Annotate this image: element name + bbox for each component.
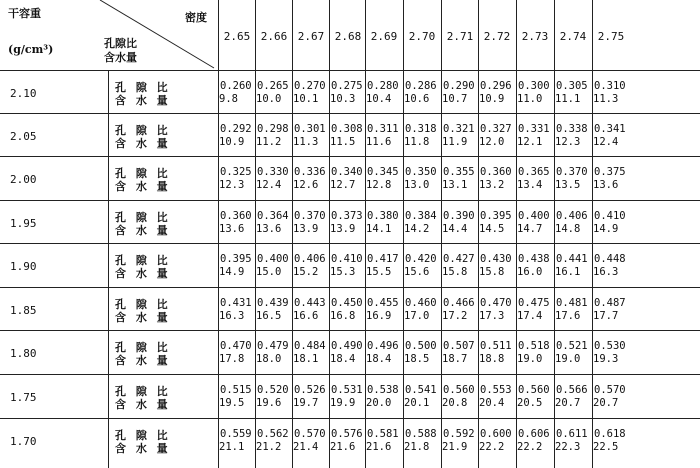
column-divider (108, 70, 109, 468)
water-content-value: 21.1 (219, 441, 245, 453)
water-content-value: 20.7 (555, 397, 581, 409)
void-ratio-value: 0.531 (331, 384, 363, 396)
header-void-ratio-label: 孔隙比 (104, 37, 137, 50)
water-content-value: 17.7 (593, 310, 619, 322)
row-divider (0, 200, 700, 201)
water-content-value: 9.8 (219, 93, 238, 105)
void-ratio-value: 0.466 (443, 297, 475, 309)
void-ratio-label: 孔 隙 比 (115, 124, 171, 137)
void-ratio-value: 0.427 (443, 253, 475, 265)
dry-density-value: 1.70 (10, 435, 37, 448)
water-content-value: 19.3 (593, 353, 619, 365)
water-content-value: 10.0 (256, 93, 282, 105)
void-ratio-value: 0.559 (220, 428, 252, 440)
header-water-content-label: 含水量 (104, 51, 137, 64)
void-ratio-value: 0.345 (367, 166, 399, 178)
water-content-value: 18.4 (330, 353, 356, 365)
void-ratio-value: 0.336 (294, 166, 326, 178)
water-content-value: 21.6 (330, 441, 356, 453)
water-content-value: 11.0 (517, 93, 543, 105)
density-header: 2.71 (446, 30, 474, 43)
void-ratio-value: 0.360 (220, 210, 252, 222)
void-ratio-value: 0.439 (257, 297, 289, 309)
row-divider (0, 243, 700, 244)
water-content-label: 含 水 量 (115, 224, 171, 237)
void-ratio-label: 孔 隙 比 (115, 211, 171, 224)
void-ratio-label: 孔 隙 比 (115, 298, 171, 311)
row-divider (0, 330, 700, 331)
water-content-value: 10.7 (442, 93, 468, 105)
void-ratio-value: 0.311 (367, 123, 399, 135)
void-ratio-value: 0.301 (294, 123, 326, 135)
water-content-value: 11.2 (256, 136, 282, 148)
void-ratio-value: 0.305 (556, 80, 588, 92)
void-ratio-value: 0.410 (331, 253, 363, 265)
water-content-value: 15.8 (479, 266, 505, 278)
water-content-value: 14.7 (517, 223, 543, 235)
void-ratio-value: 0.560 (443, 384, 475, 396)
water-content-label: 含 水 量 (115, 94, 171, 107)
void-ratio-value: 0.338 (556, 123, 588, 135)
water-content-value: 12.0 (479, 136, 505, 148)
dry-density-unit: (g/cm³) (8, 43, 54, 56)
void-ratio-value: 0.300 (518, 80, 550, 92)
water-content-value: 19.7 (293, 397, 319, 409)
void-ratio-value: 0.441 (556, 253, 588, 265)
void-ratio-value: 0.275 (331, 80, 363, 92)
void-ratio-value: 0.487 (594, 297, 626, 309)
void-ratio-value: 0.484 (294, 340, 326, 352)
water-content-value: 15.6 (404, 266, 430, 278)
void-ratio-value: 0.500 (405, 340, 437, 352)
water-content-value: 14.4 (442, 223, 468, 235)
water-content-value: 14.2 (404, 223, 430, 235)
water-content-value: 12.7 (330, 179, 356, 191)
water-content-value: 14.9 (219, 266, 245, 278)
water-content-value: 20.5 (517, 397, 543, 409)
void-ratio-value: 0.290 (443, 80, 475, 92)
water-content-value: 13.9 (293, 223, 319, 235)
row-divider (0, 287, 700, 288)
water-content-value: 10.3 (330, 93, 356, 105)
water-content-value: 13.6 (219, 223, 245, 235)
void-ratio-label: 孔 隙 比 (115, 341, 171, 354)
water-content-value: 21.2 (256, 441, 282, 453)
water-content-value: 16.9 (366, 310, 392, 322)
row-divider (0, 70, 700, 71)
void-ratio-value: 0.581 (367, 428, 399, 440)
density-header: 2.67 (297, 30, 325, 43)
dry-density-value: 2.05 (10, 130, 37, 143)
water-content-value: 20.4 (479, 397, 505, 409)
void-ratio-value: 0.375 (594, 166, 626, 178)
void-ratio-value: 0.560 (518, 384, 550, 396)
void-ratio-value: 0.370 (556, 166, 588, 178)
water-content-value: 14.8 (555, 223, 581, 235)
void-ratio-value: 0.265 (257, 80, 289, 92)
water-content-value: 12.8 (366, 179, 392, 191)
dry-density-value: 1.95 (10, 217, 37, 230)
void-ratio-value: 0.460 (405, 297, 437, 309)
water-content-value: 12.4 (593, 136, 619, 148)
density-header: 2.69 (370, 30, 398, 43)
water-content-value: 17.6 (555, 310, 581, 322)
density-header: 2.65 (223, 30, 251, 43)
void-ratio-value: 0.298 (257, 123, 289, 135)
void-ratio-value: 0.538 (367, 384, 399, 396)
row-divider (0, 418, 700, 419)
void-ratio-value: 0.496 (367, 340, 399, 352)
void-ratio-value: 0.511 (480, 340, 512, 352)
void-ratio-value: 0.430 (480, 253, 512, 265)
water-content-value: 21.9 (442, 441, 468, 453)
water-content-value: 18.7 (442, 353, 468, 365)
void-ratio-value: 0.443 (294, 297, 326, 309)
dry-density-value: 2.00 (10, 173, 37, 186)
void-ratio-value: 0.270 (294, 80, 326, 92)
row-divider (0, 113, 700, 114)
void-ratio-value: 0.618 (594, 428, 626, 440)
void-ratio-value: 0.321 (443, 123, 475, 135)
water-content-value: 10.9 (479, 93, 505, 105)
water-content-value: 12.4 (256, 179, 282, 191)
void-ratio-value: 0.350 (405, 166, 437, 178)
density-header: 2.72 (483, 30, 511, 43)
void-ratio-value: 0.380 (367, 210, 399, 222)
void-ratio-value: 0.475 (518, 297, 550, 309)
water-content-value: 16.0 (517, 266, 543, 278)
water-content-value: 16.3 (219, 310, 245, 322)
void-ratio-value: 0.364 (257, 210, 289, 222)
water-content-value: 20.7 (593, 397, 619, 409)
void-ratio-value: 0.576 (331, 428, 363, 440)
void-ratio-value: 0.406 (294, 253, 326, 265)
water-content-value: 11.9 (442, 136, 468, 148)
water-content-value: 10.9 (219, 136, 245, 148)
void-ratio-value: 0.541 (405, 384, 437, 396)
dry-density-value: 1.90 (10, 260, 37, 273)
void-ratio-value: 0.592 (443, 428, 475, 440)
water-content-value: 16.1 (555, 266, 581, 278)
density-header: 2.70 (408, 30, 436, 43)
void-ratio-value: 0.481 (556, 297, 588, 309)
void-ratio-value: 0.395 (220, 253, 252, 265)
void-ratio-label: 孔 隙 比 (115, 254, 171, 267)
void-ratio-value: 0.330 (257, 166, 289, 178)
void-ratio-value: 0.400 (257, 253, 289, 265)
water-content-value: 14.5 (479, 223, 505, 235)
water-content-label: 含 水 量 (115, 267, 171, 280)
void-ratio-value: 0.400 (518, 210, 550, 222)
water-content-value: 11.3 (593, 93, 619, 105)
water-content-value: 16.5 (256, 310, 282, 322)
water-content-value: 13.4 (517, 179, 543, 191)
void-ratio-value: 0.410 (594, 210, 626, 222)
void-ratio-value: 0.341 (594, 123, 626, 135)
void-ratio-value: 0.296 (480, 80, 512, 92)
water-content-value: 21.8 (404, 441, 430, 453)
void-ratio-label: 孔 隙 比 (115, 429, 171, 442)
row-divider (0, 156, 700, 157)
water-content-value: 15.5 (366, 266, 392, 278)
water-content-value: 10.1 (293, 93, 319, 105)
table-header-corner (0, 0, 219, 71)
void-ratio-value: 0.390 (443, 210, 475, 222)
water-content-value: 16.8 (330, 310, 356, 322)
water-content-value: 19.9 (330, 397, 356, 409)
water-content-value: 22.2 (517, 441, 543, 453)
water-content-value: 18.5 (404, 353, 430, 365)
water-content-value: 17.0 (404, 310, 430, 322)
water-content-value: 15.0 (256, 266, 282, 278)
void-ratio-value: 0.570 (594, 384, 626, 396)
water-content-value: 13.6 (593, 179, 619, 191)
void-ratio-value: 0.340 (331, 166, 363, 178)
dry-density-value: 1.85 (10, 304, 37, 317)
water-content-label: 含 水 量 (115, 180, 171, 193)
water-content-value: 19.0 (517, 353, 543, 365)
row-divider (0, 374, 700, 375)
water-content-value: 12.3 (555, 136, 581, 148)
water-content-label: 含 水 量 (115, 354, 171, 367)
water-content-value: 16.3 (593, 266, 619, 278)
water-content-value: 11.3 (293, 136, 319, 148)
void-ratio-value: 0.507 (443, 340, 475, 352)
water-content-value: 15.8 (442, 266, 468, 278)
dry-density-value: 2.10 (10, 87, 37, 100)
void-ratio-value: 0.606 (518, 428, 550, 440)
water-content-value: 21.4 (293, 441, 319, 453)
dry-density-value: 1.80 (10, 347, 37, 360)
dry-density-value: 1.75 (10, 391, 37, 404)
water-content-value: 22.2 (479, 441, 505, 453)
water-content-value: 17.3 (479, 310, 505, 322)
water-content-value: 20.1 (404, 397, 430, 409)
water-content-value: 13.0 (404, 179, 430, 191)
void-ratio-value: 0.490 (331, 340, 363, 352)
water-content-value: 17.4 (517, 310, 543, 322)
density-label: 密度 (185, 11, 207, 24)
void-ratio-value: 0.331 (518, 123, 550, 135)
void-ratio-value: 0.308 (331, 123, 363, 135)
void-ratio-value: 0.370 (294, 210, 326, 222)
void-ratio-value: 0.318 (405, 123, 437, 135)
void-ratio-value: 0.420 (405, 253, 437, 265)
water-content-value: 15.3 (330, 266, 356, 278)
void-ratio-value: 0.570 (294, 428, 326, 440)
density-header: 2.74 (559, 30, 587, 43)
void-ratio-value: 0.448 (594, 253, 626, 265)
density-header: 2.68 (334, 30, 362, 43)
water-content-label: 含 水 量 (115, 398, 171, 411)
void-ratio-value: 0.470 (480, 297, 512, 309)
void-ratio-value: 0.327 (480, 123, 512, 135)
water-content-value: 13.9 (330, 223, 356, 235)
water-content-value: 18.8 (479, 353, 505, 365)
water-content-value: 12.3 (219, 179, 245, 191)
water-content-value: 11.1 (555, 93, 581, 105)
water-content-value: 16.6 (293, 310, 319, 322)
void-ratio-value: 0.470 (220, 340, 252, 352)
water-content-value: 13.2 (479, 179, 505, 191)
water-content-value: 19.6 (256, 397, 282, 409)
water-content-value: 14.1 (366, 223, 392, 235)
density-header: 2.75 (597, 30, 625, 43)
water-content-value: 18.0 (256, 353, 282, 365)
void-ratio-value: 0.530 (594, 340, 626, 352)
void-ratio-value: 0.365 (518, 166, 550, 178)
void-ratio-value: 0.588 (405, 428, 437, 440)
water-content-value: 12.6 (293, 179, 319, 191)
water-content-label: 含 水 量 (115, 311, 171, 324)
water-content-value: 10.4 (366, 93, 392, 105)
water-content-value: 17.8 (219, 353, 245, 365)
water-content-value: 21.6 (366, 441, 392, 453)
water-content-value: 13.1 (442, 179, 468, 191)
void-ratio-value: 0.355 (443, 166, 475, 178)
water-content-value: 18.4 (366, 353, 392, 365)
void-ratio-value: 0.360 (480, 166, 512, 178)
water-content-value: 11.8 (404, 136, 430, 148)
void-ratio-value: 0.292 (220, 123, 252, 135)
water-content-value: 20.8 (442, 397, 468, 409)
void-ratio-value: 0.526 (294, 384, 326, 396)
water-content-value: 13.5 (555, 179, 581, 191)
water-content-value: 15.2 (293, 266, 319, 278)
dry-density-label: 干容重 (8, 7, 41, 20)
void-ratio-value: 0.479 (257, 340, 289, 352)
void-ratio-value: 0.325 (220, 166, 252, 178)
void-ratio-value: 0.562 (257, 428, 289, 440)
void-ratio-value: 0.310 (594, 80, 626, 92)
void-ratio-value: 0.600 (480, 428, 512, 440)
density-header: 2.73 (521, 30, 549, 43)
void-ratio-value: 0.280 (367, 80, 399, 92)
density-header: 2.66 (260, 30, 288, 43)
void-ratio-value: 0.455 (367, 297, 399, 309)
void-ratio-value: 0.406 (556, 210, 588, 222)
void-ratio-value: 0.260 (220, 80, 252, 92)
water-content-value: 20.0 (366, 397, 392, 409)
water-content-value: 18.1 (293, 353, 319, 365)
void-ratio-value: 0.438 (518, 253, 550, 265)
water-content-label: 含 水 量 (115, 137, 171, 150)
water-content-value: 11.5 (330, 136, 356, 148)
void-ratio-value: 0.518 (518, 340, 550, 352)
void-ratio-value: 0.450 (331, 297, 363, 309)
water-content-value: 11.6 (366, 136, 392, 148)
water-content-value: 19.0 (555, 353, 581, 365)
void-ratio-value: 0.286 (405, 80, 437, 92)
water-content-value: 17.2 (442, 310, 468, 322)
void-ratio-value: 0.520 (257, 384, 289, 396)
water-content-label: 含 水 量 (115, 442, 171, 455)
void-ratio-value: 0.373 (331, 210, 363, 222)
water-content-value: 22.3 (555, 441, 581, 453)
void-ratio-value: 0.384 (405, 210, 437, 222)
void-ratio-value: 0.553 (480, 384, 512, 396)
water-content-value: 19.5 (219, 397, 245, 409)
void-ratio-label: 孔 隙 比 (115, 167, 171, 180)
void-ratio-value: 0.431 (220, 297, 252, 309)
void-ratio-value: 0.566 (556, 384, 588, 396)
void-ratio-value: 0.417 (367, 253, 399, 265)
void-ratio-label: 孔 隙 比 (115, 81, 171, 94)
water-content-value: 12.1 (517, 136, 543, 148)
water-content-value: 14.9 (593, 223, 619, 235)
void-ratio-value: 0.611 (556, 428, 588, 440)
water-content-value: 22.5 (593, 441, 619, 453)
water-content-value: 10.6 (404, 93, 430, 105)
void-ratio-value: 0.521 (556, 340, 588, 352)
water-content-value: 13.6 (256, 223, 282, 235)
void-ratio-value: 0.395 (480, 210, 512, 222)
void-ratio-value: 0.515 (220, 384, 252, 396)
void-ratio-label: 孔 隙 比 (115, 385, 171, 398)
